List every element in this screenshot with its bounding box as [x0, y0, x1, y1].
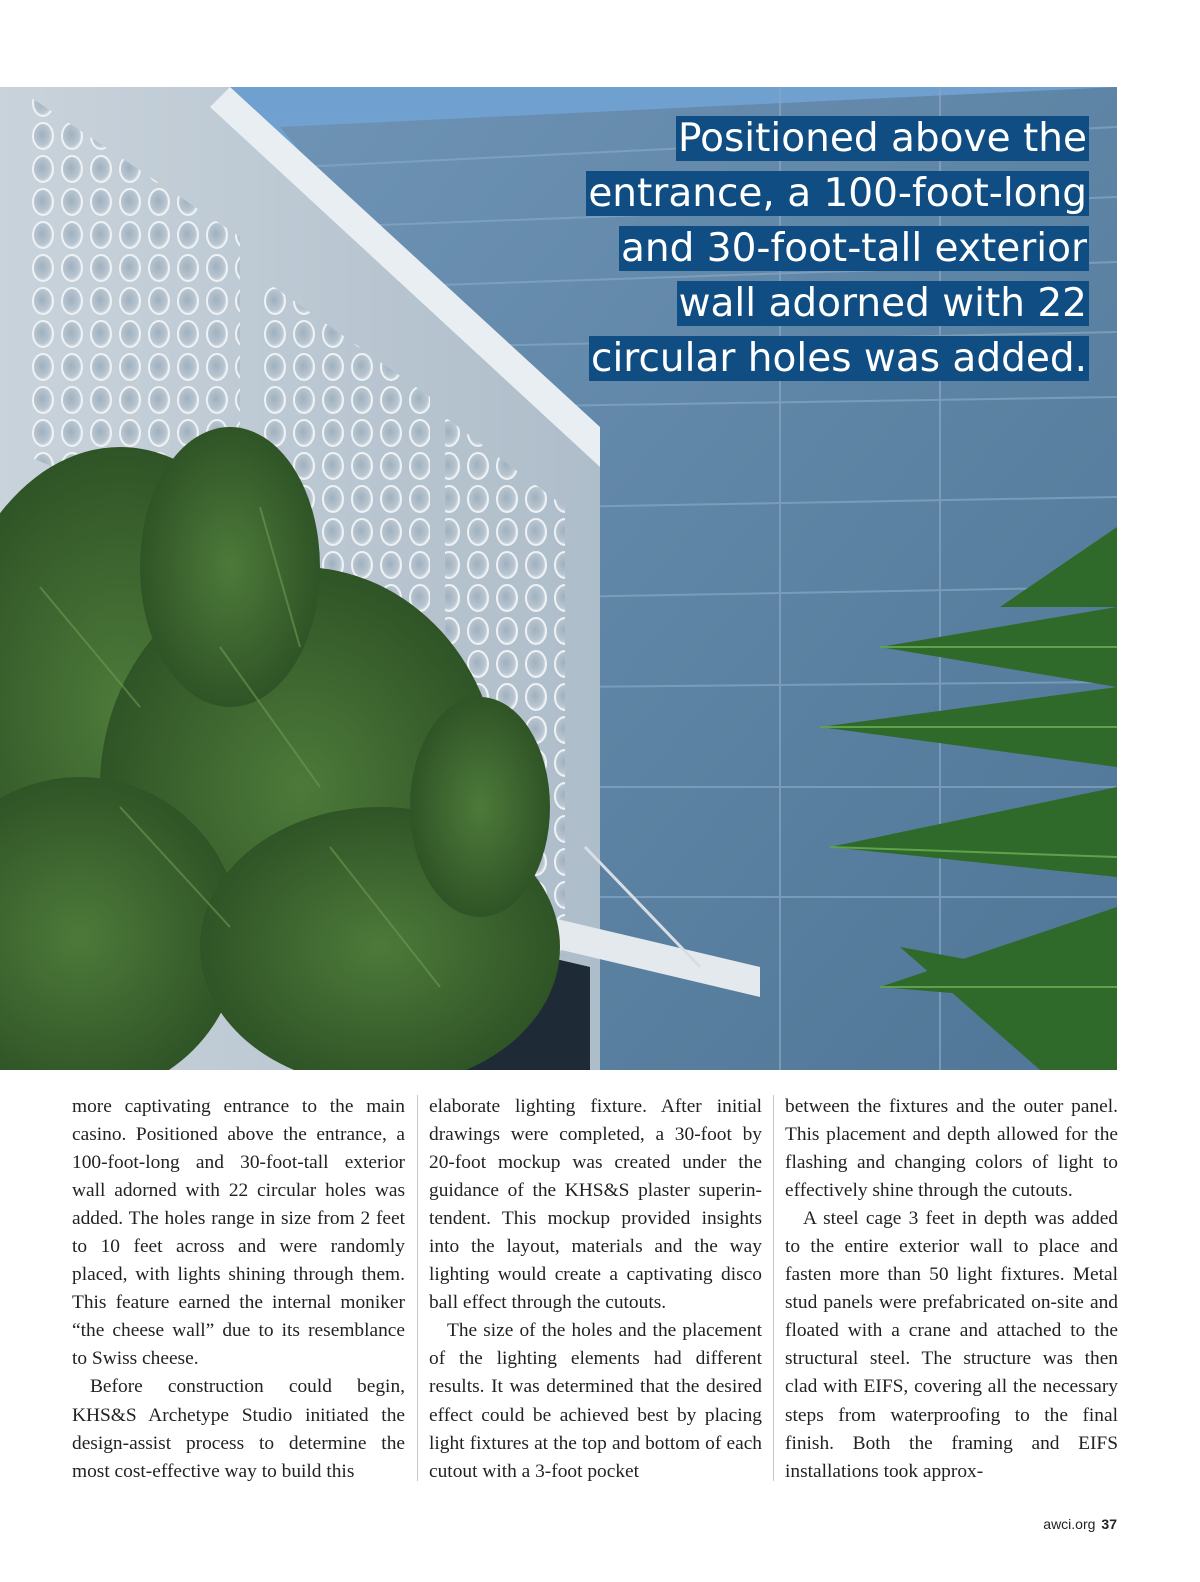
caption-line: wall adorned with 22 — [678, 281, 1087, 326]
photo-caption — [529, 111, 1089, 386]
caption-line: entrance, a 100-foot-long — [588, 171, 1087, 216]
paragraph: The size of the holes and the placement of the lighting elements had different results. It was determined that the desired effect could be achieved best by placing light fixtures at the top and bottom of each cutout with a 3-foot pocket — [429, 1320, 762, 1482]
feature-photo — [0, 87, 1117, 1070]
paragraph: between the fixtures and the outer panel. This placement and depth allowed for the flashing and changing colors of light to effectively shine through the cutouts. — [785, 1096, 1118, 1202]
caption-line: circular holes was added. — [591, 336, 1087, 381]
article-body — [72, 1093, 1118, 1488]
column-divider — [417, 1095, 418, 1481]
text-column-2 — [429, 1093, 762, 1485]
site-url: awci.org — [1043, 1516, 1096, 1532]
text-column-3 — [785, 1093, 1118, 1485]
page-footer — [1043, 1516, 1117, 1532]
paragraph: elaborate lighting fixture. After initial drawings were completed, a 30-foot by 20-foot mockup was created under the guidance of the KHS&S plaster superintendent. This mockup provided insights into the layout, materials and the way lighting would create a captivating disco ball effect through the cutouts. — [429, 1096, 762, 1314]
paragraph: more captivating entrance to the main casino. Positioned above the entrance, a 100-foot-long and 30-foot-tall exterior wall adorned with 22 circular holes was added. The holes range in size from 2 feet to 10 feet across and were randomly placed, with lights shining through them. This feature earned the internal moniker “the cheese wall” due to its resemblance to Swiss cheese. — [72, 1096, 405, 1370]
paragraph: Before construction could begin, KHS&S Archetype Studio initiated the design-assist process to determine the most cost-effective way to build this — [72, 1376, 405, 1482]
text-column-1 — [72, 1093, 405, 1485]
column-divider — [773, 1095, 774, 1481]
paragraph: A steel cage 3 feet in depth was added to the entire exterior wall to place and fasten more than 50 light fixtures. Metal stud panels were prefabricated on-site and floated with a crane and attached to the structural steel. The structure was then clad with EIFS, covering all the necessary steps from waterproofing to the final finish. Both the framing and EIFS installations took approx- — [785, 1208, 1118, 1482]
caption-line: and 30-foot-tall exterior — [621, 226, 1087, 271]
page-number: 37 — [1101, 1516, 1117, 1532]
caption-line: Positioned above the — [678, 116, 1087, 161]
